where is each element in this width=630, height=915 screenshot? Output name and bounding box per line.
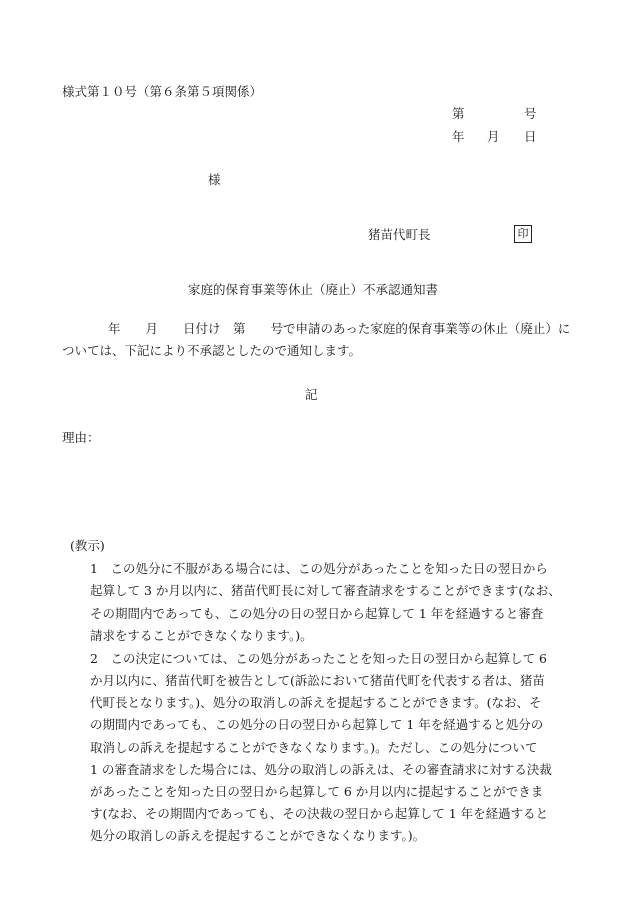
reason-label: 理由： [62,430,100,445]
instruction-heading: (教示) [70,538,105,553]
ki-heading: 記 [305,387,318,402]
instruction-item-1-line: その期間内であっても、この処分の日の翌日から起算して 1 年を経過すると審査 [90,606,544,621]
date-year: 年 [452,129,465,144]
doc-number-prefix: 第 [452,106,465,121]
instruction-item-1-line: 1 この処分に不服がある場合には、この処分があったことを知った日の翌日から [90,561,548,576]
addressee-suffix: 様 [208,172,221,187]
instruction-item-2-line: 処分の取消しの訴えを提起することができなくなります。)。 [90,828,426,843]
doc-number-suffix: 号 [524,106,537,121]
form-number: 様式第１０号（第６条第５項関係） [62,84,263,99]
instruction-item-2-line: 代町長となります。)、処分の取消しの訴えを提起することができます。(なお、そ [90,695,542,710]
instruction-item-1-line: 起算して 3 か月以内に、猪苗代町長に対して審査請求をすることができます(なお、 [90,583,561,598]
instruction-item-2-line: か月以内に、猪苗代町を被告として(訴訟において猪苗代町を代表する者は、猪苗 [90,673,545,688]
document-title: 家庭的保育事業等休止（廃止）不承認通知書 [188,282,439,297]
seal-mark: 印 [514,225,532,243]
body-line: ついては、下記により不承認としたので通知します。 [62,343,362,358]
date-day: 日 [524,129,537,144]
date-month: 月 [487,129,500,144]
instruction-item-1-line: 請求をすることができなくなります。)。 [90,628,313,643]
instruction-item-2-line: 取消しの訴えを提起することができなくなります。)。ただし、この処分について [90,740,538,755]
instruction-item-2-line: があったことを知った日の翌日から起算して 6 か月以内に提起することができま [90,784,544,799]
instruction-item-2-line: 2 この決定については、この処分があったことを知った日の翌日から起算して 6 [90,651,548,666]
issuer: 猪苗代町長 [368,227,431,242]
instruction-item-2-line: す(なお、その期間内であっても、その決裁の翌日から起算して 1 年を経過すると [90,806,549,821]
instruction-item-2-line: の期間内であっても、この処分の日の翌日から起算して 1 年を経過すると処分の [90,717,544,732]
instruction-item-2-line: 1 の審査請求をした場合には、処分の取消しの訴えは、その審査請求に対する決裁 [90,762,552,777]
body-line: 年 月 日付け 第 号で申請のあった家庭的保育事業等の休止（廃止）に [108,321,571,336]
